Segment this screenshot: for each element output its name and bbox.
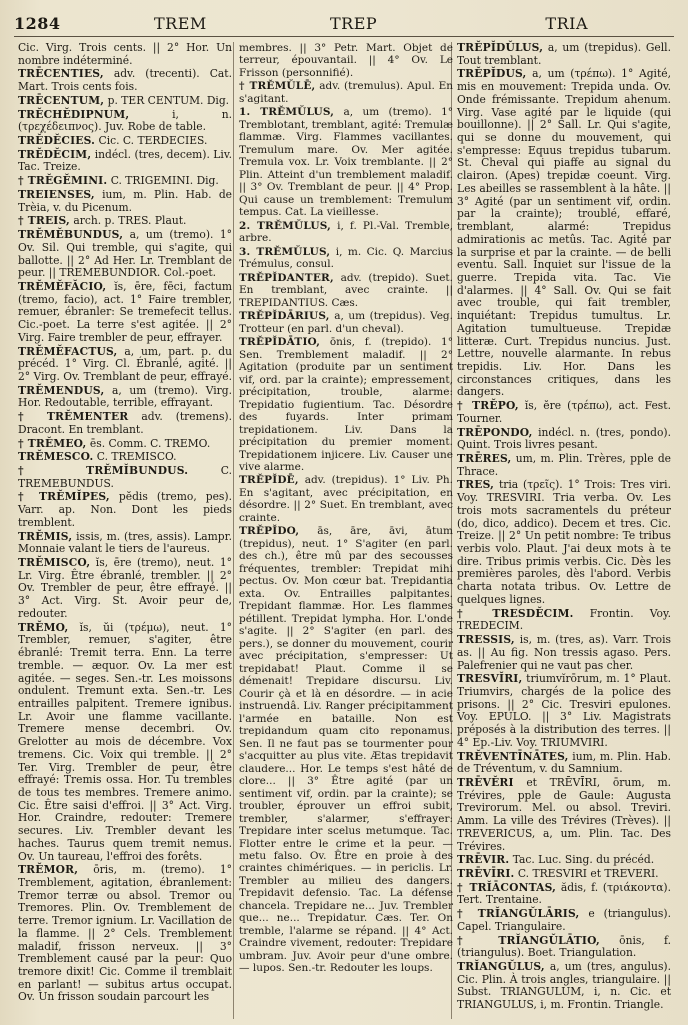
- dictionary-entry: [239, 220, 453, 245]
- entry-headword: TRĔMOR,: [18, 863, 79, 877]
- entry-headword: † TRĔPO,: [457, 399, 519, 413]
- entry-headword: † TRĬANGŬLĀTIO,: [457, 933, 600, 947]
- dictionary-entry: [239, 474, 453, 524]
- dictionary-entry: [239, 106, 453, 218]
- entry-headword: 3. TRĔMŬLUS,: [239, 245, 331, 258]
- dictionary-entry: [18, 451, 232, 464]
- entry-definition: a, um (tremo). Virg. Hor. Redoutable, terrible, effrayant.: [18, 383, 232, 410]
- entry-headword: 2. TRĔMŬLUS,: [239, 219, 331, 232]
- dictionary-entry: [457, 68, 671, 399]
- entry-headword: † TRĔMĬPES,: [18, 490, 110, 504]
- entry-headword: TRĔMESCO.: [18, 450, 94, 464]
- dictionary-entry: [239, 336, 453, 473]
- dictionary-entry: [239, 80, 453, 105]
- entry-headword: † TRESDĔCIM.: [457, 606, 574, 620]
- entry-headword: TRĔPĬDANTER,: [239, 271, 334, 284]
- entry-headword: TRĔMO,: [18, 620, 69, 634]
- entry-headword: TRĔCHĔDIPNUM,: [18, 107, 130, 121]
- entry-definition: membres. || 3° Petr. Mart. Objet de terreur, épouvantail. || 4° Ov. Le Frisson (personnifié).: [239, 42, 453, 79]
- header-middle-word: TREP: [330, 14, 378, 33]
- entry-headword: TRĔMĔBUNDUS,: [18, 228, 124, 242]
- entry-definition: indécl. n. (tres, pondo). Quint. Trois livres pesant.: [457, 425, 671, 452]
- entry-headword: † TRĔMŬLĒ,: [239, 80, 316, 93]
- entry-definition: p. TER CENTUM. Dig.: [107, 93, 230, 107]
- entry-headword: TRĔMĔFACTUS,: [18, 344, 118, 358]
- entry-headword: TRĒVĔRI: [457, 775, 514, 789]
- entry-headword: TRĔPĬDŬLUS,: [457, 41, 544, 54]
- entry-definition: ōris, m. (tremo). 1° Tremblement, agitation, ébranlement: Tremor terræ ou absol. Tremor ou Tremores. Plin. Ov. Tremblement de terre. Tremor ignium. Lr. Vacillation de la flamme. || 2° Cels. Tremblement maladif, frisson nerveux. || 3° Tremblement causé par la peur: Quo tremore dixit! Cic. Comme il tremblait en parlant! — subitus artus occupat. Ov. Un frisson soudain parcourt les: [18, 863, 232, 1004]
- dictionary-entry: [239, 272, 453, 309]
- dictionary-entry: [18, 346, 232, 384]
- dictionary-entry: [239, 310, 453, 335]
- entry-definition: ĭs, ŭi (τρέμω), neut. 1° Trembler, remuer, s'agiter, être ébranlé: Tremit terra. Enn. La terre tremble. — æquor. Ov. La mer est agitée. — seges. Sen.-tr. Les moissons ondulent. Tremunt exta. Sen.-tr. Les entrailles palpitent. Tremere ignibus. Lr. Avoir une flamme vacillante. Tremere mense decembri. Ov. Grelotter au mois de décembre. Vox tremens. Cic. Voix qui tremble. || 2° Ter. Virg. Trembler de peur, être effrayé: Tremis ossa. Hor. Tu trembles de tous tes membres. Tremere animo. Cic. Être saisi d'effroi. || 3° Act. Virg. Hor. Craindre, redouter: Tremere secures. Liv. Trembler devant les haches. Taurus quem tremit nemus. Ov. Un taureau, l'effroi des forêts.: [18, 620, 232, 863]
- entry-definition: Cic. C. TERDECIES.: [98, 134, 208, 148]
- entry-definition: Frontin. Voy. TREDECIM.: [457, 606, 671, 633]
- entry-headword: TRĔPĬDO,: [239, 525, 300, 538]
- entry-headword: TRĔPĬDĀTIO,: [239, 336, 321, 349]
- dictionary-entry: [18, 109, 232, 134]
- column-divider: [233, 42, 234, 1019]
- dictionary-entry: [457, 42, 671, 67]
- running-header: [14, 14, 674, 36]
- dictionary-entry: [457, 427, 671, 452]
- dictionary-entry: [239, 42, 453, 79]
- entry-definition: issis, m. (tres, assis). Lampr. Monnaie valant le tiers de l'aureus.: [18, 529, 232, 556]
- entry-headword: TRĔPĬDUS,: [457, 67, 527, 81]
- dictionary-entry: [457, 673, 671, 749]
- entry-definition: et TRĒVĪRI, ōrum, m. Trévires, pple de Gaule: Augusta Trevirorum. Mel. ou absol. Treviri. Amm. La ville des Trévires (Trèves). || TREVERICUS, a, um. Plin. Tac. Des Trévires.: [457, 775, 671, 853]
- entry-definition: ium, m. Plin. Hab. de Tréventum, v. du Samnium.: [457, 749, 671, 776]
- entry-definition: ōnis, f. (triangulus). Boet. Triangulation.: [457, 933, 671, 960]
- entry-definition: a, um (tremo). 1° Ov. Sil. Qui tremble, qui s'agite, qui ballotte. || 2° Ad Her. Lr. Tremblant de peur. || TREMEBUNDIOR. Col.-poet.: [18, 228, 233, 280]
- entry-definition: ēs. Comm. C. TREMO.: [89, 436, 211, 450]
- entry-definition: a, um (tres, angulus). Cic. Plin. À trois angles, triangulaire. || Subst. TRIANGULUM, i, n. Cic. et TRIANGULUS, i, m. Frontin. Triangle.: [457, 960, 671, 1012]
- entry-headword: TRĒCENTUM,: [18, 93, 105, 107]
- dictionary-entry: [457, 908, 671, 933]
- entry-definition: pĕdis (tremo, pes). Varr. ap. Non. Dont les pieds tremblent.: [18, 490, 232, 529]
- entry-headword: TRĬANGŬLUS,: [457, 960, 545, 974]
- dictionary-entry: [457, 868, 671, 881]
- dictionary-entry: [18, 411, 232, 436]
- dictionary-entry: [239, 525, 453, 974]
- entry-definition: a, um (τρέπω). 1° Agité, mis en mouvement: Trepida unda. Ov. Onde frémissante. Trepidum ahenum. Virg. Vase agité par le liquide (qui bouillonne). || 2° Sall. Lr. Qui s'agite, qui se donne du mouvement, qui s'empresse: Equus trepidus tubarum. St. Cheval qui piaffe au signal du clairon. (Apes) trepidæ coeunt. Virg. Les abeilles se rassemblent à la hâte. || 3° Agité (par un sentiment vif, ordin. par la crainte); troublé, effaré, tremblant, alarmé: Trepidus admirationis ac metûs. Tac. Agité par la surprise et par la crainte. — de belli eventu. Sall. Inquiet sur l'issue de la guerre. Trepida vita. Tac. Vie d'alarmes. || 4° Sall. Ov. Qui se fait avec trouble, qui fait trembler, inquiétant: Trepidus tumultus. Lr. Agitation tumultueuse. Trepidæ litteræ. Curt. Trepidus nuncius. Just. Lettre, nouvelle alarmante. In rebus trepidis. Liv. Hor. Dans les circonstances critiques, dans les dangers.: [457, 67, 671, 399]
- entry-definition: a, um, part. p. du précéd. 1° Virg. Cl. Ébranlé, agité. || 2° Virg. Ov. Tremblant de peur, effrayé.: [18, 344, 232, 383]
- entry-headword: TRES,: [457, 478, 495, 492]
- entry-definition: arch. p. TRES. Plaut.: [73, 214, 187, 228]
- dictionary-entry: [18, 215, 232, 228]
- entry-definition: e (triangulus). Capel. Triangulaire.: [457, 907, 671, 933]
- dictionary-entry: [18, 135, 232, 148]
- entry-definition: adv. (tremens). Dracont. En tremblant.: [18, 410, 233, 436]
- entry-headword: 1. TRĔMŬLUS,: [239, 106, 335, 119]
- entry-headword: TRESVĬRI,: [457, 672, 523, 686]
- entry-definition: ĭs, ēre (tremo), neut. 1° Lr. Virg. Être ébranlé, trembler. || 2° Ov. Trembler de peur, être effrayé. || 3° Act. Virg. St. Avoir peur de, redouter.: [18, 556, 232, 620]
- entry-definition: ĭs, ĕre (τρέπω), act. Fest. Tourner.: [457, 399, 671, 425]
- dictionary-entry: [18, 438, 232, 451]
- dictionary-entry: [18, 864, 232, 1004]
- entry-definition: ium, m. Plin. Hab. de Trèia, v. du Picenum.: [18, 187, 232, 214]
- entry-headword: † TRĔMEO,: [18, 436, 87, 450]
- entry-headword: TRĔDĔCIES.: [18, 134, 96, 148]
- entry-definition: tria (τρεῖς). 1° Trois: Tres viri. Voy. TRESVIRI. Tria verba. Ov. Les trois mots sacramentels du préteur (do, dico, addico). Decem et tres. Cic. Treize. || 2° Un petit nombre: Te tribus verbis volo. Plaut. J'ai deux mots à te dire. Tribus primis verbis. Cic. Dès les premières paroles, dès l'abord. Verbis charta notata tribus. Ov. Lettre de quelques lignes.: [457, 478, 671, 606]
- dictionary-entry: [18, 531, 232, 556]
- dictionary-entry: [18, 557, 232, 621]
- entry-headword: † TRĔMĬBUNDUS.: [18, 464, 189, 477]
- entry-definition: C. TREMISCO.: [96, 450, 177, 464]
- entry-headword: TRĒCENTIES,: [18, 67, 104, 81]
- dictionary-entry: [457, 634, 671, 672]
- dictionary-entry: [239, 246, 453, 271]
- entry-definition: adv. (trepido). Suet. En tremblant, avec crainte. || TREPIDANTIUS. Cæs.: [239, 271, 453, 309]
- dictionary-entry: [457, 777, 671, 853]
- column-right: [457, 42, 671, 1012]
- entry-definition: ădis, f. (τριάκοντα). Tert. Trentaine.: [457, 880, 671, 907]
- entry-definition: adv. (trecenti). Cat. Mart. Trois cents fois.: [18, 67, 232, 94]
- column-left: [18, 42, 232, 1004]
- dictionary-entry: [457, 961, 671, 1012]
- dictionary-entry: [18, 175, 232, 188]
- entry-headword: TRĒRES,: [457, 452, 512, 465]
- entry-definition: ĭs, ēre, fēci, factum (tremo, facio), act. 1° Faire trembler, remuer, ébranler: Se tremefecit tellus. Cic.-poet. La terre s'est agitée. || 2° Virg. Faire trembler de peur, effrayer.: [18, 279, 232, 344]
- entry-headword: TRĔDĔCIM,: [18, 147, 92, 161]
- entry-definition: ās, āre, āvi, ātum (trepidus), neut. 1° S'agiter (en parl. des ch.), être mû par des secousses fréquentes, trembler: Trepidat mihi pectus. Ov. Mon cœur bat. Trepidantia exta. Ov. Entrailles palpitantes. Trepidant flammæ. Hor. Les flammes pétillent. Trepidat lympha. Hor. L'onde s'agite. || 2° S'agiter (en parl. des pers.), se donner du mouvement, courir avec précipitation, s'empresser: Ut trepidabat! Plaut. Comme il se démenait! Trepidare discursu. Liv. Courir çà et là en désordre. — in acie instruendâ. Liv. Ranger précipitamment l'armée en bataille. Non est trepidandum quam cito reponamus. Sen. Il ne faut pas se tourmenter pour s'acquitter au plus vite. Ætas trepidavit claudere... Hor. Le temps s'est hâté de clore... || 3° Être agité (par un sentiment vif, ordin. par la crainte); se troubler, éprouver un effroi subit, trembler, s'alarmer, s'effrayer: Trepidare inter scelus metumque. Tac. Flotter entre le crime et la peur. — metu falso. Ov. Être en proie à des craintes chimériques. — in periclis. Lr. Trembler au milieu des dangers. Trepidavit defensio. Tac. La défense chancela. Trepidare ne... Juv. Trembler que... ne... Trepidatur. Cæs. Ter. On tremble, l'alarme se répand. || 4° Act. Craindre vivement, redouter: Trepidare umbram. Juv. Avoir peur d'une ombre. — lupos. Sen.-tr. Redouter les loups.: [239, 525, 453, 975]
- dictionary-entry: [457, 882, 671, 907]
- dictionary-entry: [457, 479, 671, 606]
- dictionary-entry: [18, 622, 232, 864]
- entry-headword: TRĒVIR.: [457, 853, 510, 867]
- dictionary-entry: [18, 281, 232, 345]
- entry-definition: um, m. Plin. Trères, pple de Thrace.: [457, 452, 671, 478]
- entry-definition: C. TREMEBUNDUS.: [18, 464, 232, 490]
- entry-definition: adv. (tremulus). Apul. En s'agitant.: [239, 80, 453, 105]
- dictionary-entry: [18, 95, 232, 108]
- dictionary-entry: [18, 385, 232, 410]
- header-left-word: TREM: [154, 14, 207, 33]
- entry-headword: TRĔMIS,: [18, 529, 73, 543]
- entry-definition: Cic. Virg. Trois cents. || 2° Hor. Un nombre indéterminé.: [18, 41, 232, 67]
- entry-headword: † TRĬĀCONTAS,: [457, 880, 557, 894]
- entry-headword: † TRĔMENTER: [18, 410, 129, 424]
- entry-definition: a, um (tremo). 1° Tremblotant, tremblant, agité: Tremulæ flammæ. Virg. Flammes vacillantes. Tremulum mare. Ov. Mer agitée. Tremula vox. Lr. Voix tremblante. || 2° Plin. Atteint d'un tremblement maladif. || 3° Ov. Tremblant de peur. || 4° Prop. Qui cause un tremblement: Tremulum tempus. Cat. La vieillesse.: [239, 106, 454, 219]
- entry-definition: i, m. Cic. Q. Marcius Trémulus, consul.: [239, 245, 454, 271]
- dictionary-entry: [457, 854, 671, 867]
- entry-definition: C. TRIGEMINI. Dig.: [110, 174, 219, 188]
- entry-headword: TRESSIS,: [457, 633, 515, 647]
- dictionary-entry: [18, 68, 232, 93]
- entry-headword: TRĒPONDO,: [457, 425, 533, 439]
- entry-definition: i, f. Pl.-Val. Tremble, arbre.: [239, 219, 453, 245]
- header-rule: [14, 36, 674, 37]
- entry-headword: TREIENSES,: [18, 187, 95, 201]
- dictionary-entry: [457, 751, 671, 776]
- dictionary-entry: [457, 453, 671, 478]
- entry-headword: † TRĬANGŬLĀRIS,: [457, 907, 580, 921]
- entry-headword: TRĔVENTĪNĀTES,: [457, 749, 569, 763]
- entry-definition: indécl. (tres, decem). Liv. Tac. Treize.: [18, 147, 232, 174]
- entry-definition: is, m. (tres, as). Varr. Trois as. || Au fig. Non tressis agaso. Pers. Palefrenier qui ne vaut pas cher.: [457, 633, 671, 672]
- entry-headword: TRĔMISCO,: [18, 556, 91, 570]
- entry-definition: C. TRESVIRI et TREVERI.: [517, 867, 659, 880]
- entry-headword: † TRĔGĔMINI.: [18, 174, 108, 188]
- entry-headword: TRĔPĬDĀRIUS,: [239, 310, 330, 323]
- dictionary-entry: [18, 491, 232, 529]
- page-number: 1284: [14, 14, 61, 33]
- entry-definition: i, n. (τρεχέδειπνος). Juv. Robe de table.: [18, 107, 232, 134]
- dictionary-entry: [18, 189, 232, 214]
- entry-definition: triumvĭrōrum, m. 1° Plaut. Triumvirs, chargés de la police des prisons. || 2° Cic. Tresviri epulones. Voy. EPULO. || 3° Liv. Magistrats préposés à la distribution des terres. || 4° Ep.-Liv. Voy. TRIUMVIRI.: [457, 672, 671, 749]
- header-right-word: TRIA: [545, 14, 588, 33]
- entry-headword: TRĔPĬDĒ,: [239, 474, 299, 487]
- entry-headword: † TREIS,: [18, 214, 70, 228]
- column-middle: [239, 42, 453, 975]
- dictionary-entry: [18, 465, 232, 490]
- entry-definition: a, um (trepidus). Gell. Tout tremblant.: [457, 41, 671, 67]
- entry-headword: TRĒVĪRI.: [457, 867, 515, 880]
- dictionary-entry: [457, 400, 671, 425]
- entry-definition: ōnis, f. (trepido). 1° Sen. Tremblement maladif. || 2° Agitation (produite par un sentiment vif, ord. par la crainte); empressement, précipitation, trouble, alarme: Trepidatio fugientium. Tac. Désordre des fuyards. Inter primam trepidationem. Liv. Dans la précipitation du premier moment. Trepidationem injicere. Liv. Causer une vive alarme.: [239, 336, 453, 473]
- dictionary-entry: [457, 608, 671, 633]
- dictionary-entry: [18, 149, 232, 174]
- dictionary-entry: [18, 229, 232, 280]
- entry-headword: TRĔMĔFĂCIO,: [18, 279, 107, 293]
- entry-headword: TRĔMENDUS,: [18, 383, 105, 397]
- entry-definition: adv. (trepidus). 1° Liv. Ph. En s'agitant, avec précipitation, en désordre. || 2° Suet. En tremblant, avec crainte.: [239, 474, 453, 524]
- entry-definition: a, um (trepidus). Veg. Trotteur (en parl. d'un cheval).: [239, 310, 453, 335]
- dictionary-entry: [18, 42, 232, 67]
- entry-definition: Tac. Luc. Sing. du précéd.: [512, 853, 655, 867]
- dictionary-entry: [457, 935, 671, 960]
